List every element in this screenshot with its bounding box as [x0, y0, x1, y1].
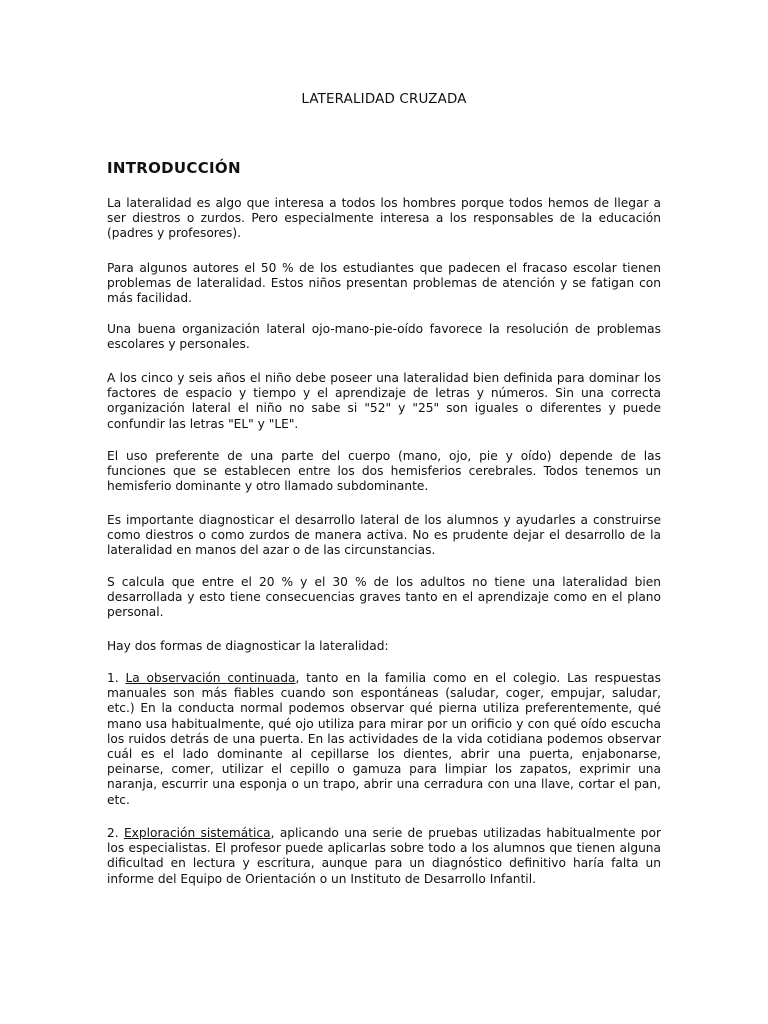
- list-item-2-number: 2.: [107, 826, 119, 840]
- paragraph-6: Es importante diagnosticar el desarrollo lateral de los alumnos y ayudarles a construirse como diestros o como zurdos de manera activa. No es prudente dejar el desarrollo de la lateralidad en manos del azar o de las circunstancias.: [107, 513, 661, 558]
- list-item-1-text: , tanto en la familia como en el colegio. Las respuestas manuales son más fiables cuando son espontáneas (saludar, coger, empujar, saludar, etc.) En la conducta normal podemos observar qué pierna utiliza preferentemente, qué mano usa habitualmente, qué ojo utiliza para mirar por un orificio y con qué oído escucha los ruidos detrás de una puerta. En las actividades de la vida cotidiana podemos observar cuál es el lado dominante al cepillarse los dientes, abrir una puerta, enjabonarse, peinarse, comer, utilizar el cepillo o gamuza para limpiar los zapatos, exprimir una naranja, escurrir una esponja o un trapo, abrir una cerradura con una llave, cortar el pan, etc.: [107, 671, 661, 807]
- section-heading: INTRODUCCIÓN: [107, 159, 241, 177]
- paragraph-7: S calcula que entre el 20 % y el 30 % de los adultos no tiene una lateralidad bien desarrollada y esto tiene consecuencias graves tanto en el aprendizaje como en el plano personal.: [107, 575, 661, 620]
- list-item-1-term: La observación continuada: [125, 671, 296, 685]
- paragraph-8: Hay dos formas de diagnosticar la lateralidad:: [107, 639, 389, 653]
- document-title: LATERALIDAD CRUZADA: [301, 92, 467, 107]
- paragraph-3: Una buena organización lateral ojo-mano-pie-oído favorece la resolución de problemas escolares y personales.: [107, 322, 661, 352]
- paragraph-5: El uso preferente de una parte del cuerpo (mano, ojo, pie y oído) depende de las funciones que se establecen entre los dos hemisferios cerebrales. Todos tenemos un hemisferio dominante y otro llamado subdominante.: [107, 449, 661, 494]
- paragraph-2: Para algunos autores el 50 % de los estudiantes que padecen el fracaso escolar tienen problemas de lateralidad. Estos niños presentan problemas de atención y se fatigan con más facilidad.: [107, 261, 661, 306]
- list-item-1-number: 1.: [107, 671, 119, 685]
- list-item-2-term: Exploración sistemática: [123, 826, 271, 840]
- list-item-1: [107, 671, 661, 808]
- paragraph-4: A los cinco y seis años el niño debe poseer una lateralidad bien definida para dominar los factores de espacio y tiempo y el aprendizaje de letras y números. Sin una correcta organización lateral el niño no sabe si "52" y "25" son iguales o diferentes y puede confundir las letras "EL" y "LE".: [107, 371, 661, 431]
- document-page: [107, 0, 661, 1024]
- paragraph-1: La lateralidad es algo que interesa a todos los hombres porque todos hemos de llegar a ser diestros o zurdos. Pero especialmente interesa a los responsables de la educación (padres y profesores).: [107, 196, 661, 241]
- list-item-2-text: , aplicando una serie de pruebas utilizadas habitualmente por los especialistas. El profesor puede aplicarlas sobre todo a los alumnos que tienen alguna dificultad en lectura y escritura, aunque para un diagnóstico definitivo haría falta un informe del Equipo de Orientación o un Instituto de Desarrollo Infantil.: [107, 826, 661, 886]
- list-item-2: [107, 826, 661, 887]
